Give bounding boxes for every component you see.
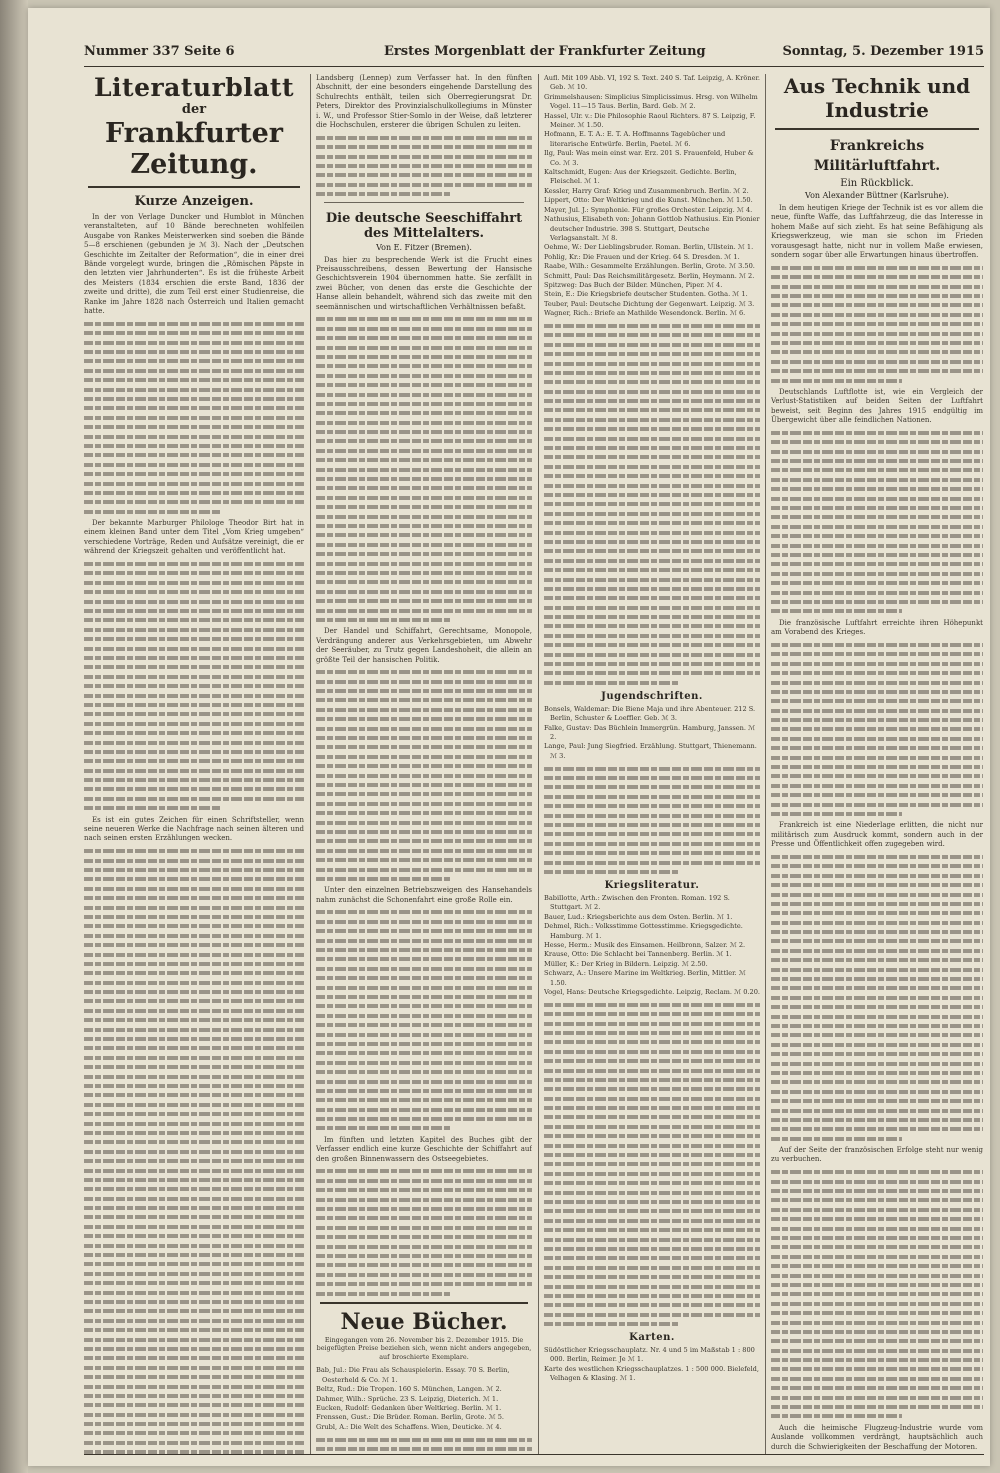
books-title: Neue Bücher.	[340, 1308, 508, 1335]
masthead-rule	[775, 128, 979, 130]
article-paragraph: Auf der Seite der französischen Erfolge steht nur wenig zu verbuchen.	[771, 1146, 983, 1164]
text-block	[84, 849, 304, 1454]
text-block	[316, 136, 532, 196]
book-binding	[0, 0, 28, 1473]
article-paragraph: Unter den einzelnen Betriebszweigen des Hansehandels nahm zunächst die Schonenfahrt eine große Rolle ein.	[316, 886, 532, 904]
book-entry: Dahmer, Wilh.: Sprüche. 23 S. Leipzig, Dieterich. ℳ 1.	[316, 1394, 499, 1403]
issue-number: Nummer 337 Seite 6	[84, 44, 235, 59]
column-2	[316, 74, 532, 1454]
book-entry: Oehme, W.: Der Lieblingsbruder. Roman. Berlin, Ullstein. ℳ 1.	[544, 243, 754, 252]
article-paragraph: Auch die heimische Flugzeug-Industrie wurde vom Auslande vollkommen verdrängt, hauptsächlich auch durch die Schwierigkeiten der Beschaffung der Motoren.	[771, 1423, 983, 1451]
column-4	[771, 74, 983, 1454]
book-entry: Hesse, Herm.: Musik des Einsamen. Heilbronn, Salzer. ℳ 2.	[544, 940, 746, 949]
paper-name: Erstes Morgenblatt der Frankfurter Zeitung	[384, 44, 706, 59]
book-entry: Schmitt, Paul: Das Reichsmilitärgesetz. Berlin, Heymann. ℳ 2.	[544, 271, 755, 280]
book-entry: Stein, E.: Die Kriegsbriefe deutscher Studenten. Gotha. ℳ 1.	[544, 290, 748, 299]
article-paragraph: In dem heutigen Kriege der Technik ist es vor allem die neue, fünfte Waffe, das Luftfahrzeug, die das Interesse in hohem Maße auf sich zieht. Es hat seine Befähigung als Kriegswerkzeug, wie man sie schon im Frieden vorausgesagt hatte, nicht nur in vollem Maße erwiesen, sondern sogar über alle Erwartungen hinaus übertroffen.	[771, 204, 983, 260]
text-block	[316, 1438, 532, 1454]
section-rule	[320, 1302, 528, 1304]
article-paragraph: Das hier zu besprechende Werk ist die Frucht eines Preisausschreibens, dessen Bewertung der Hansische Geschichtsverein 1904 übernommen hatte. Sie zerfällt in zwei Bücher, von denen das erste die Geschichte der Hanse allein behandelt, während sich das zweite mit den seemännischen und wirtschaftlichen Verhältnissen befaßt.	[316, 255, 532, 311]
book-entry: Frenssen, Gust.: Die Brüder. Roman. Berlin, Grote. ℳ 5.	[316, 1413, 505, 1422]
book-entry: Teuber, Paul: Deutsche Dichtung der Gegenwart. Leipzig. ℳ 3.	[544, 299, 755, 308]
text-block	[544, 324, 760, 685]
article-paragraph: Der bekannte Marburger Philologe Theodor Birt hat in einem kleinen Band unter dem Titel „Vom Krieg umgeben“ verschiedene Vorträge, Reden und Aufsätze vereinigt, die er während der Kriegszeit gehalten und veröffentlicht hat.	[84, 519, 304, 556]
article-paragraph: Es ist ein gutes Zeichen für einen Schriftsteller, wenn seine neueren Werke die Nachfrage nach seinen älteren und nach seinen ersten Erzählungen wecken.	[84, 815, 304, 843]
book-entry: Aufl. Mit 109 Abb. VI, 192 S. Text. 240 S. Taf. Leipzig, A. Kröner. Geb. ℳ 10.	[544, 74, 760, 92]
text-block	[771, 431, 983, 613]
book-entry: Bauer, Lud.: Kriegsberichte aus dem Osten. Berlin. ℳ 1.	[544, 912, 733, 921]
text-block	[316, 910, 532, 1130]
masthead-line-3: Frankfurter Zeitung.	[104, 118, 284, 180]
footer-rule	[84, 1454, 984, 1455]
subsection-title: Jugendschriften.	[601, 690, 703, 702]
column-rule-3	[765, 74, 766, 1454]
book-entry: Babillotte, Arth.: Zwischen den Fronten. Roman. 192 S. Stuttgart. ℳ 2.	[544, 893, 730, 912]
book-entry: Karte des westlichen Kriegsschauplatzes. 1 : 500 000. Bielefeld, Velhagen & Klasing. ℳ 1.	[544, 1364, 760, 1383]
article-title: Frankreichs Militärluftfahrt.	[813, 138, 941, 174]
text-block	[84, 562, 304, 810]
article-byline: Von E. Fitzer (Bremen).	[376, 242, 472, 252]
book-entry: Mayer, Jul. J.: Symphonie. Für großes Orchester. Leipzig. ℳ 4.	[544, 205, 753, 214]
issue-date: Sonntag, 5. Dezember 1915	[782, 44, 984, 59]
text-block	[316, 1169, 532, 1295]
book-entry: Vogel, Hans: Deutsche Kriegsgedichte. Leipzig, Reclam. ℳ 0.20.	[544, 987, 760, 996]
book-entry: Kessler, Harry Graf: Krieg und Zusammenbruch. Berlin. ℳ 2.	[544, 186, 749, 195]
book-entry: Südöstlicher Kriegsschauplatz. Nr. 4 und 5 im Maßstab 1 : 800 000. Berlin, Reimer. Je ℳ 1.	[544, 1346, 755, 1364]
book-entry: Lange, Paul: Jung Siegfried. Erzählung. Stuttgart, Thienemann. ℳ 3.	[544, 742, 757, 760]
page-header	[84, 44, 984, 64]
section-title: Kurze Anzeigen.	[134, 194, 254, 209]
text-block	[771, 266, 983, 383]
masthead-line-2: der	[181, 102, 207, 117]
book-entry: Nathusius, Elisabeth von: Johann Gottlob Nathusius. Ein Pionier deutscher Industrie. 398 S. Stuttgart, Deutsche Verlagsanstalt. ℳ 8.	[544, 215, 760, 242]
masthead-line-1: Literaturblatt	[93, 74, 295, 102]
subsection-title: Kriegsliteratur.	[604, 879, 700, 891]
article-subtitle: Ein Rückblick.	[840, 178, 914, 189]
article-paragraph: Der Handel und Schiffahrt, Gerechtsame, Monopole, Verdrängung anderer aus Verkehrsgebieten, um Abwehr der Seeräuber, zu Trutz gegen Landeshoheit, die allein an größte Teil der hansischen Politik.	[316, 627, 532, 664]
article-paragraph: In der von Verlage Duncker und Humblot in München veranstalteten, auf 10 Bände berechneten wohlfeilen Ausgabe von Rankes Meisterwerken sind soeben die Bände 5—8 erschienen (gebunden je ℳ 3). Nach der „Deutschen Geschichte im Zeitalter der Reformation“, die in einer drei Bände vorgelegt wurde, bringen die „Römischen Päpste in den letzten vier Jahrhunderten“. Es ist die früheste Arbeit des Meisters (1834 erschien die erste Band, 1836 der zweite und dritte), die zum Teil erst einer Studienreise, die Ranke im Jahre 1828 nach Österreich und Italien gemacht hatte.	[84, 213, 304, 316]
book-entry: Lippert, Otto: Der Weltkrieg und die Kunst. München. ℳ 1.50.	[544, 196, 753, 205]
book-entry: Spitzweg: Das Buch der Bilder. München, Piper. ℳ 4.	[544, 280, 723, 289]
book-entry: Bonsels, Waldemar: Die Biene Maja und ihre Abenteuer. 212 S. Berlin, Schuster & Loeffler. Geb. ℳ 3.	[544, 704, 756, 723]
column-rule-1	[310, 74, 311, 1454]
book-entry: Ilg, Paul: Was mein einst war. Erz. 201 S. Frauenfeld, Huber & Co. ℳ 3.	[544, 149, 754, 167]
technik-masthead: Aus Technik und Industrie	[783, 74, 971, 122]
book-entry: Wagner, Rich.: Briefe an Mathilde Wesendonck. Berlin. ℳ 6.	[544, 309, 746, 318]
masthead-rule	[88, 186, 300, 188]
book-entry: Grimmelshausen: Simplicius Simplicissimus. Hrsg. von Wilhelm Vogel. 11—15 Taus. Berlin, Bard. Geb. ℳ 2.	[544, 92, 758, 111]
text-block	[544, 1003, 760, 1326]
article-paragraph: Frankreich ist eine Niederlage erlitten, die nicht nur militärisch zum Ausdruck kommt, sondern auch in der Presse und Öffentlichkeit offen zugegeben wird.	[771, 821, 983, 849]
column-rule-2	[538, 74, 539, 1454]
book-entry: Müller, K.: Der Krieg in Bildern. Leipzig. ℳ 2.50.	[544, 959, 708, 968]
text-block	[316, 670, 532, 881]
header-rule	[84, 66, 984, 67]
book-entry: Pohlig, Kr.: Die Frauen und der Krieg. 64 S. Dresden. ℳ 1.	[544, 252, 740, 261]
newspaper-page	[28, 8, 990, 1466]
book-entry: Beltz, Rud.: Die Tropen. 160 S. München, Langen. ℳ 2.	[316, 1385, 502, 1394]
text-block	[771, 855, 983, 1141]
subsection-title: Karten.	[629, 1332, 675, 1344]
text-block	[84, 322, 304, 514]
article-byline: Von Alexander Büttner (Karlsruhe).	[805, 191, 949, 200]
article-paragraph: Die französische Luftfahrt erreichte ihren Höhepunkt am Vorabend des Krieges.	[771, 618, 983, 637]
literaturblatt-masthead	[84, 74, 304, 180]
column-3	[544, 74, 760, 1454]
column-1	[84, 74, 304, 1454]
book-entry: Grubl, A.: Die Welt des Schaffens. Wien, Deuticke. ℳ 4.	[316, 1422, 502, 1431]
article-paragraph: Landsberg (Lennep) zum Verfasser hat. In den fünften Abschnitt, der eine besonders eingehende Darstellung des Schulrechts enthält, teilen sich Oberregierungsrat Dr. Peters, Direktor des Provinzialschulkollegiums in Münster i. W., und Professor Stier-Somlo in der Weise, daß letzterer die Hochschulen, ersterer die übrigen Schulen zu leiten.	[316, 74, 532, 130]
text-block	[771, 643, 983, 816]
article-title: Die deutsche Seeschiffahrt des Mittelalters.	[325, 210, 523, 241]
books-note: Eingegangen vom 26. November bis 2. Dezember 1915. Die beigefügten Preise beziehen sich, wenn nicht anders angegeben, auf broschierte Exemplare.	[316, 1335, 532, 1361]
book-entry: Schwarz, A.: Unsere Marine im Weltkrieg. Berlin, Mittler. ℳ 1.50.	[544, 969, 746, 987]
article-paragraph: Im fünften und letzten Kapitel des Buches gibt der Verfasser endlich eine kurze Geschichte der Schiffahrt auf den großen Binnenwassern des Ostseegebietes.	[316, 1135, 532, 1163]
text-block	[316, 317, 532, 622]
article-paragraph: Deutschlands Luftflotte ist, wie ein Vergleich der Verlust-Statistiken auf beiden Seiten der Luftfahrt beweist, seit Beginn des Jahres 1915 endgültig im Übergewicht über alle feindlichen Nationen.	[771, 387, 983, 425]
book-entry: Hassel, Ulr. v.: Die Philosophie Raoul Richters. 87 S. Leipzig, F. Meiner. ℳ 1.50.	[544, 111, 756, 130]
book-entry: Hofmann, E. T. A.: E. T. A. Hoffmanns Tagebücher und literarische Entwürfe. Berlin, Paetel. ℳ 6.	[544, 130, 726, 148]
book-entry: Falke, Gustav: Das Büchlein Immergrün. Hamburg, Janssen. ℳ 2.	[544, 723, 756, 742]
book-entry: Kaltschmidt, Eugen: Aus der Kriegszeit. Gedichte. Berlin, Fleischel. ℳ 1.	[544, 168, 737, 186]
book-entry: Krause, Otto: Die Schlacht bei Tannenberg. Berlin. ℳ 1.	[544, 950, 732, 959]
text-block	[771, 1170, 983, 1418]
book-entry: Bab, Jul.: Die Frau als Schauspielerin. Essay. 70 S. Berlin, Oesterheld & Co. ℳ 1.	[316, 1366, 510, 1384]
divider	[324, 202, 524, 203]
book-entry: Dehmel, Rich.: Volksstimme Gottesstimme. Kriegsgedichte. Hamburg. ℳ 1.	[544, 922, 743, 940]
book-entry: Eucken, Rudolf: Gedanken über Weltkrieg. Berlin. ℳ 1.	[316, 1403, 502, 1412]
book-entry: Raabe, Wilh.: Gesammelte Erzählungen. Berlin, Grote. ℳ 3.50.	[544, 262, 755, 271]
text-block	[544, 767, 760, 874]
